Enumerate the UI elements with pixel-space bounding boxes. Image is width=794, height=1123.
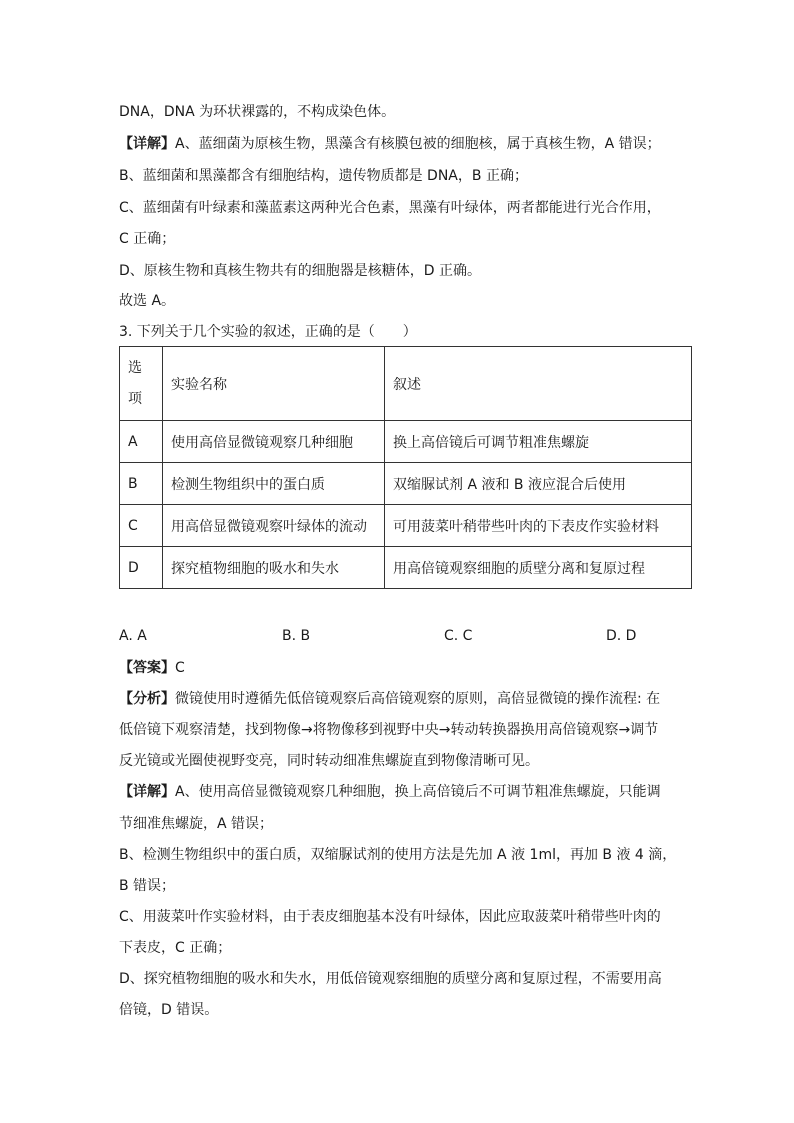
- text-line: A、使用高倍显微镜观察几种细胞，换上高倍镜后不可调节粗准焦螺旋，只能调: [175, 784, 661, 800]
- text-line: 倍镜，D 错误。: [119, 1002, 219, 1018]
- answer-label: 【答案】: [119, 660, 175, 676]
- table-cell: 换上高倍镜后可调节粗准焦螺旋: [385, 421, 692, 463]
- analysis-paragraph: [119, 689, 660, 709]
- header-cell-name: 实验名称: [163, 347, 385, 421]
- table-cell: D: [120, 547, 163, 589]
- table-cell: 使用高倍显微镜观察几种细胞: [163, 421, 385, 463]
- text-line: 下表皮，C 正确；: [119, 940, 232, 956]
- text-line: B、蓝细菌和黑藻都含有细胞结构，遗传物质都是 DNA，B 正确；: [119, 168, 528, 184]
- table-row: [120, 463, 692, 505]
- table-cell: 探究植物细胞的吸水和失水: [163, 547, 385, 589]
- text-line: 反光镜或光圈使视野变亮，同时转动细准焦螺旋直到物像清晰可见。: [119, 753, 539, 769]
- text-line: D、探究植物细胞的吸水和失水，用低倍镜观察细胞的质壁分离和复原过程，不需要用高: [119, 971, 662, 987]
- text-line: B、检测生物组织中的蛋白质，双缩脲试剂的使用方法是先加 A 液 1ml，再加 B 液 4 滴，: [119, 847, 677, 863]
- detail-label: 【详解】: [119, 136, 175, 152]
- analysis-label: 【分析】: [119, 691, 175, 707]
- option-b: B. B: [282, 628, 311, 644]
- text-line: 微镜使用时遵循先低倍镜观察后高倍镜观察的原则，高倍显微镜的操作流程: 在: [175, 691, 661, 707]
- text-line: B 错误；: [119, 878, 176, 894]
- text-line: C、用菠菜叶作实验材料，由于表皮细胞基本没有叶绿体，因此应取菠菜叶稍带些叶肉的: [119, 909, 661, 925]
- text-line: 低倍镜下观察清楚，找到物像→将物像移到视野中央→转动转换器换用高倍镜观察→调节: [119, 722, 659, 738]
- option-a: A. A: [119, 628, 147, 644]
- text-line: C、蓝细菌有叶绿素和藻蓝素这两种光合色素，黑藻有叶绿体，两者都能进行光合作用，: [119, 200, 661, 216]
- option-c: C. C: [444, 628, 473, 644]
- table-row: [120, 547, 692, 589]
- table-cell: 双缩脲试剂 A 液和 B 液应混合后使用: [385, 463, 692, 505]
- text-line: 故选 A。: [119, 293, 176, 309]
- header-cell-desc: 叙述: [385, 347, 692, 421]
- detail-paragraph: [119, 782, 661, 802]
- answer-value: C: [175, 660, 185, 676]
- text-line: C 正确；: [119, 231, 176, 247]
- option-d: D. D: [606, 628, 637, 644]
- question-title: 3. 下列关于几个实验的叙述，正确的是（ ）: [119, 324, 417, 340]
- table-cell: 用高倍显微镜观察叶绿体的流动: [163, 505, 385, 547]
- text-line: DNA，DNA 为环状裸露的，不构成染色体。: [119, 104, 396, 120]
- text-line: D、原核生物和真核生物共有的细胞器是核糖体，D 正确。: [119, 263, 482, 279]
- table-cell: C: [120, 505, 163, 547]
- table-cell: 用高倍镜观察细胞的质壁分离和复原过程: [385, 547, 692, 589]
- detail-label: 【详解】: [119, 784, 175, 800]
- table-row: [120, 421, 692, 463]
- table-cell: B: [120, 463, 163, 505]
- answer-line: [119, 658, 185, 678]
- table-cell: 检测生物组织中的蛋白质: [163, 463, 385, 505]
- table-header-row: [120, 347, 692, 421]
- detail-paragraph: [119, 134, 661, 154]
- text-line: 节细准焦螺旋，A 错误；: [119, 816, 274, 832]
- table-row: [120, 505, 692, 547]
- table-cell: 可用菠菜叶稍带些叶肉的下表皮作实验材料: [385, 505, 692, 547]
- text-line: A、蓝细菌为原核生物，黑藻含有核膜包被的细胞核，属于真核生物，A 错误；: [175, 136, 661, 152]
- table-cell: A: [120, 421, 163, 463]
- header-option-label: 选 项: [128, 359, 142, 407]
- header-cell-option: [120, 347, 163, 421]
- experiment-table: [119, 346, 692, 589]
